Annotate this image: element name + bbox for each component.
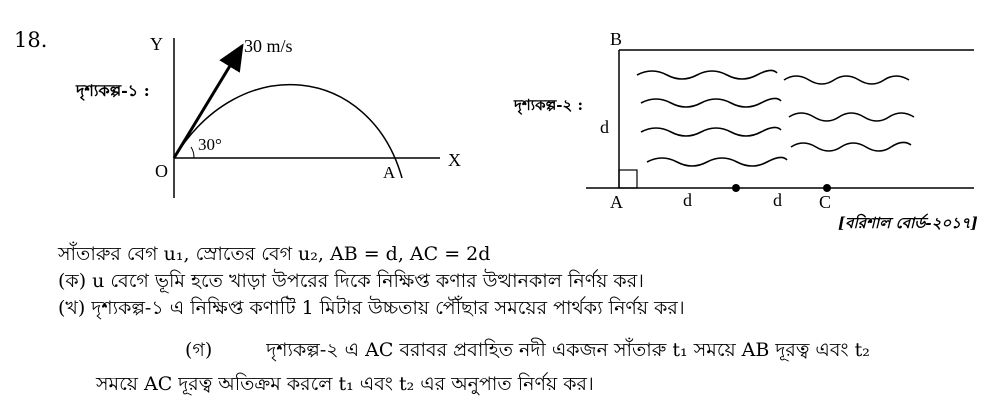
x-axis-label: X — [448, 150, 461, 170]
point-c-label: C — [819, 192, 832, 212]
angle-arc — [191, 147, 194, 158]
question-number: 18. — [14, 28, 48, 52]
projectile-diagram — [0, 0, 500, 230]
trajectory-curve — [174, 85, 402, 178]
question-ga-line1 — [185, 336, 870, 368]
question-kha: (খ) দৃশ্যকল্প-১ এ নিক্ষিপ্ত কণাটি 1 মিটার উচ্চতায় পৌঁছার সময়ের পার্থক্য নির্ণয় কর। — [58, 297, 685, 319]
point-a-label: A — [383, 163, 396, 182]
water-waves — [637, 70, 914, 166]
scenario2-label: দৃশ্যকল্প-২ : — [514, 96, 584, 114]
right-angle-mark — [619, 170, 637, 188]
y-axis-label: Y — [150, 34, 163, 54]
point-c-dot — [823, 184, 831, 192]
source-citation: [বরিশাল বোর্ড-২০১৭] — [838, 214, 978, 232]
point-a-label: A — [610, 192, 623, 212]
velocity-label: 30 m/s — [244, 36, 293, 56]
question-ga-line2: সময়ে AC দূরত্ব অতিক্রম করলে t₁ এবং t₂ এর অনুপাত নির্ণয় কর। — [96, 373, 594, 395]
question-ga-text: দৃশ্যকল্প-২ এ AC বরাবর প্রবাহিত নদী একজন সাঁতারু t₁ সময়ে AB দূরত্ব এবং t₂ — [266, 339, 870, 361]
question-ka: (ক) u বেগে ভূমি হতে খাড়া উপরের দিকে নিক্ষিপ্ত কণার উত্থানকাল নির্ণয় কর। — [58, 270, 644, 292]
question-ga-label: (গ) — [185, 339, 213, 361]
d-vertical-label: d — [600, 117, 609, 137]
d-right-label: d — [773, 190, 782, 210]
origin-label: O — [155, 161, 168, 181]
scenario1-label: দৃশ্যকল্প-১ : — [76, 81, 150, 100]
midpoint-dot — [732, 184, 740, 192]
d-left-label: d — [683, 190, 692, 210]
angle-label: 30° — [198, 135, 222, 154]
river-diagram — [500, 0, 1000, 230]
question-stem: সাঁতারুর বেগ u₁, স্রোতের বেগ u₂, AB = d, AC = 2d — [58, 243, 491, 265]
point-b-label: B — [610, 29, 623, 49]
